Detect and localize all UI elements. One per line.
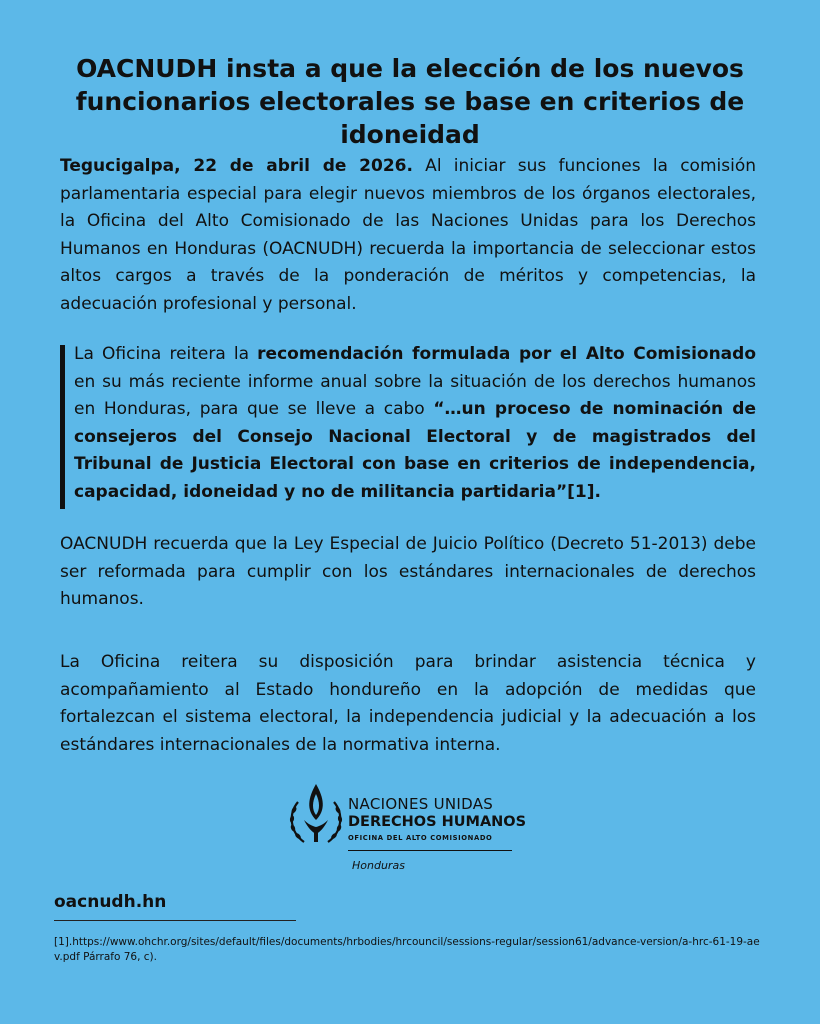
quote-bold-recommendation: recomendación formulada por el Alto Comisionado [257,344,756,364]
dateline: Tegucigalpa, 22 de abril de 2026. [60,156,413,176]
website-underline [54,920,296,921]
logo-line-naciones-unidas: NACIONES UNIDAS [348,795,494,813]
logo-line-oficina: OFICINA DEL ALTO COMISIONADO [348,834,493,842]
quote-lead: La Oficina reitera la [74,344,258,364]
quote-bar [60,345,65,509]
footnote: [1].https://www.ohchr.org/sites/default/files/documents/hrbodies/hrcouncil/sessions-regular/session61/advance-version/a-hrc-61-19-aev.pdf Párrafo 76, c). [54,936,760,963]
logo-divider [348,850,512,851]
quote-bold-citation: “…un proceso de nominación de consejeros del Consejo Nacional Electoral y de magistrados del Tribunal de Justicia Electoral con base en criterios de independencia, capacidad, idoneidad y no de militancia partidaria”[1]. [74,399,756,502]
quote-middle: en su más reciente informe anual sobre la situación de los derechos humanos en Honduras, para que se lleve a cabo [74,371,756,419]
website-link[interactable]: oacnudh.hn [54,892,167,912]
un-human-rights-logo [286,780,526,880]
intro-text: Al iniciar sus funciones la comisión parlamentaria especial para elegir nuevos miembros de los órganos electorales, la Oficina del Alto Comisionado de las Naciones Unidas para los Derechos Humanos en Honduras (OACNUDH) recuerda la importancia de seleccionar estos altos cargos a través de la ponderación de méritos y competencias, la adecuación profesional y personal. [60,156,756,314]
quote-text [74,341,756,506]
recommendation-quote-block [60,341,756,511]
logo-line-honduras: Honduras [352,859,405,872]
logo-line-derechos-humanos: DERECHOS HUMANOS [348,814,527,830]
law-paragraph: OACNUDH recuerda que la Ley Especial de Juicio Político (Decreto 51-2013) debe ser reformada para cumplir con los estándares internacionales de derechos humanos. [60,534,756,609]
assistance-paragraph: La Oficina reitera su disposición para brindar asistencia técnica y acompañamiento al Estado hondureño en la adopción de medidas que fortalezcan el sistema electoral, la independencia judicial y la adecuación a los estándares internacionales de la normativa interna. [60,652,756,755]
intro-paragraph [60,153,756,318]
flame-laurel-icon [286,780,346,850]
page-title: OACNUDH insta a que la elección de los nuevos funcionarios electorales se base en criterios de idoneidad [75,54,745,149]
